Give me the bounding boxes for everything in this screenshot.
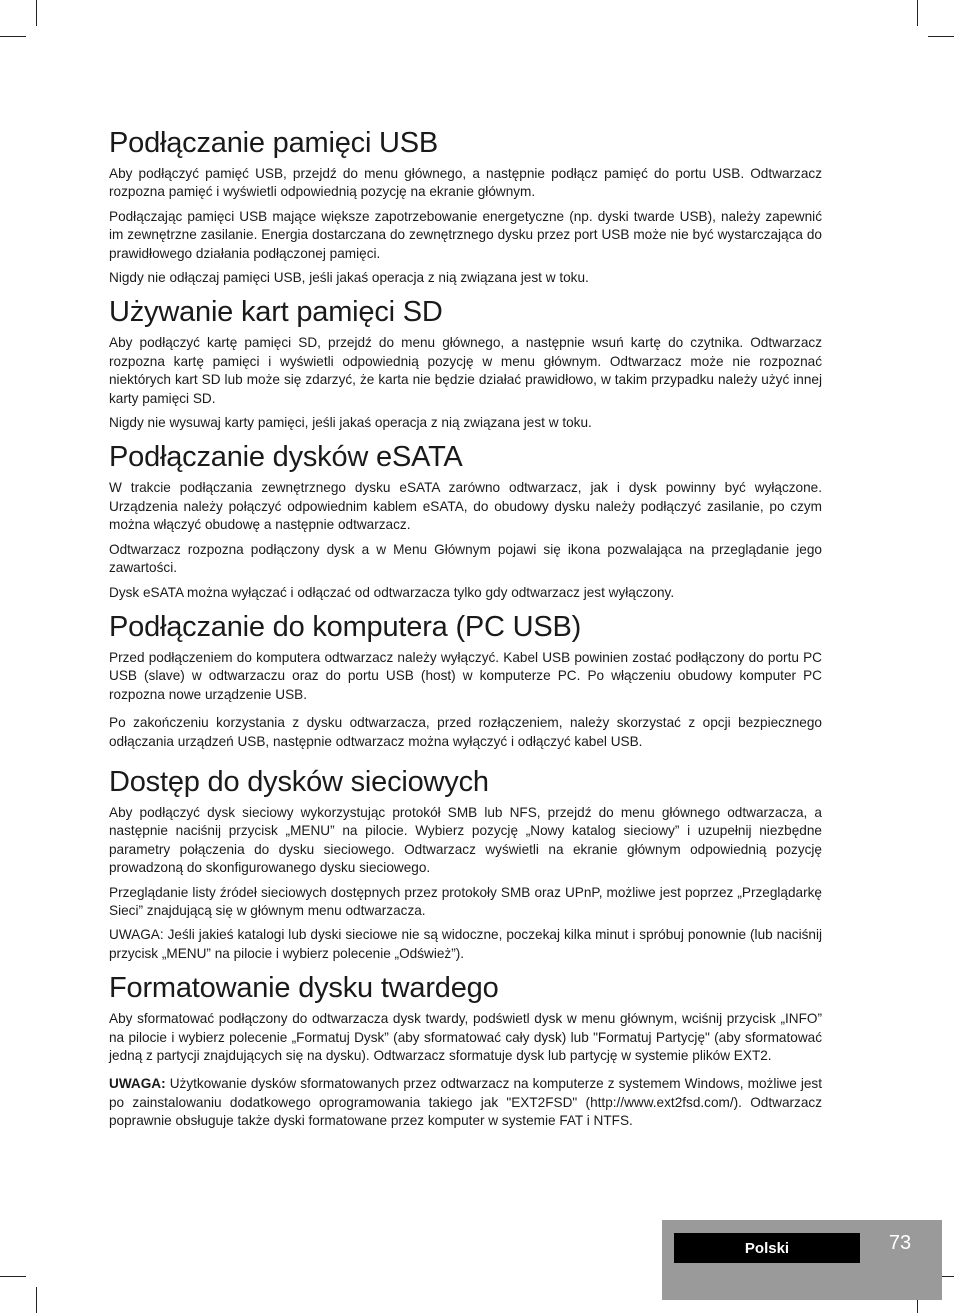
section-title: Używanie kart pamięci SD: [109, 296, 443, 329]
crop-mark: [928, 36, 954, 37]
page-footer: [662, 1220, 942, 1300]
language-label: Polski: [674, 1233, 860, 1263]
section-title: Podłączanie pamięci USB: [109, 127, 439, 159]
section-usb: [109, 126, 822, 287]
paragraph: Odtwarzacz rozpozna podłączony dysk a w Menu Głównym pojawi się ikona pozwalająca na przeglądanie jego zawartości.: [109, 541, 822, 576]
page-content: [109, 126, 822, 1139]
crop-mark: [36, 1287, 37, 1313]
paragraph: Nigdy nie odłączaj pamięci USB, jeśli jakaś operacja z nią związana jest w toku.: [109, 270, 589, 286]
paragraph: Przeglądanie listy źródeł sieciowych dostępnych przez protokoły SMB oraz UPnP, możliwe jest poprzez „Przeglądarkę Sieci” znajdującą się w głównym menu odtwarzacza.: [109, 884, 822, 918]
section-esata: [109, 440, 822, 601]
paragraph: Dysk eSATA można wyłączać i odłączać od odtwarzacza tylko gdy odtwarzacz jest wyłączony.: [109, 584, 675, 600]
crop-mark: [917, 0, 918, 26]
crop-mark: [0, 1276, 26, 1277]
paragraph: Aby sformatować podłączony do odtwarzacza dysk twardy, podświetl dysk w menu głównym, wciśnij przycisk „INFO” na pilocie i wybierz polecenie „Formatuj Dysk” (aby sformatować cały dysk) lub "Formatuj Partycję" (aby sformatować jedną z partycji znajdujących się na dysku). Odtwarzacz sformatuje dysk lub partycję w systemie plików EXT2.: [109, 1011, 822, 1063]
page-number: 73: [888, 1232, 912, 1254]
paragraph: Podłączając pamięci USB mające większe zapotrzebowanie energetyczne (np. dyski twarde USB), należy zapewnić im zewnętrzne zasilanie. Energia dostarczana do zewnętrznego dysku przez port USB może nie być wystarczająca do prawidłowego działania podłączonej pamięci.: [109, 208, 822, 261]
section-pc-usb: [109, 610, 822, 751]
paragraph: Aby podłączyć dysk sieciowy wykorzystując protokół SMB lub NFS, przejdź do menu głównego odtwarzacza, a następnie naciśnij przycisk „MENU” na pilocie. Wybierz pozycję „Nowy katalog sieciowy” i uzupełnij niezbędne parametry połączenia do dysku sieciowego. Odtwarzacz wyświetli na ekranie głównym odpowiednią pozycję prowadzoną do skonfigurowanego dysku sieciowego.: [109, 804, 822, 876]
paragraph: Aby podłączyć pamięć USB, przejdź do menu głównego, a następnie podłącz pamięć do portu USB. Odtwarzacz rozpozna pamięć i wyświetli odpowiednią pozycję na ekranie głównym.: [109, 166, 822, 200]
note-paragraph: [109, 1075, 822, 1130]
section-formatting: [109, 971, 822, 1130]
crop-mark: [36, 0, 37, 26]
section-sd: [109, 295, 822, 432]
section-title: Dostęp do dysków sieciowych: [109, 765, 489, 798]
note-label: UWAGA:: [109, 1076, 166, 1092]
section-title: Podłączanie dysków eSATA: [109, 441, 463, 474]
section-title: Formatowanie dysku twardego: [109, 972, 499, 1005]
paragraph: W trakcie podłączania zewnętrznego dysku eSATA zarówno odtwarzacz, jak i dysk powinny być wyłączone. Urządzenia należy połączyć odpowiednim kablem eSATA, do obudowy dysku należy podłączyć zasilanie, po czym można włączyć obudowę a następnie odtwarzacz.: [109, 480, 822, 533]
paragraph: Aby podłączyć kartę pamięci SD, przejdź do menu głównego, a następnie wsuń kartę do czytnika. Odtwarzacz rozpozna kartę pamięci i wyświetli odpowiednią pozycję w menu głównym. Odtwarzacz może nie rozpoznać niektórych kart SD lub może się zdarzyć, że karta nie będzie działać prawidłowo, w takim przypadku należy użyć innej karty pamięci SD.: [109, 335, 822, 406]
section-network: [109, 765, 822, 963]
crop-mark: [0, 36, 26, 37]
paragraph: UWAGA: Jeśli jakieś katalogi lub dyski sieciowe nie są widoczne, poczekaj kilka minut i spróbuj ponownie (lub naciśnij przycisk „MENU” na pilocie i wybierz polecenie „Odśwież”).: [109, 927, 822, 961]
section-title: Podłączanie do komputera (PC USB): [109, 610, 582, 643]
paragraph: Nigdy nie wysuwaj karty pamięci, jeśli jakaś operacja z nią związana jest w toku.: [109, 415, 592, 431]
paragraph: Po zakończeniu korzystania z dysku odtwarzacza, przed rozłączeniem, należy skorzystać z opcji bezpiecznego odłączania urządzeń USB, następnie odtwarzacz można wyłączyć i odłączyć kabel USB.: [109, 715, 822, 749]
note-text: Użytkowanie dysków sformatowanych przez odtwarzacz na komputerze z systemem Windows, możliwe jest po zainstalowaniu dodatkowego oprogramowania takiego jak "EXT2FSD" (http://www.ext2fsd.com/). Odtwarzacz poprawnie obsługuje także dyski formatowane przez komputer w systemie FAT i NTFS.: [109, 1076, 822, 1129]
paragraph: Przed podłączeniem do komputera odtwarzacz należy wyłączyć. Kabel USB powinien zostać podłączony do portu PC USB (slave) w odtwarzaczu oraz do portu USB (host) w komputerze PC. Po włączeniu obudowy komputer PC rozpozna nowe urządzenie USB.: [109, 649, 822, 702]
